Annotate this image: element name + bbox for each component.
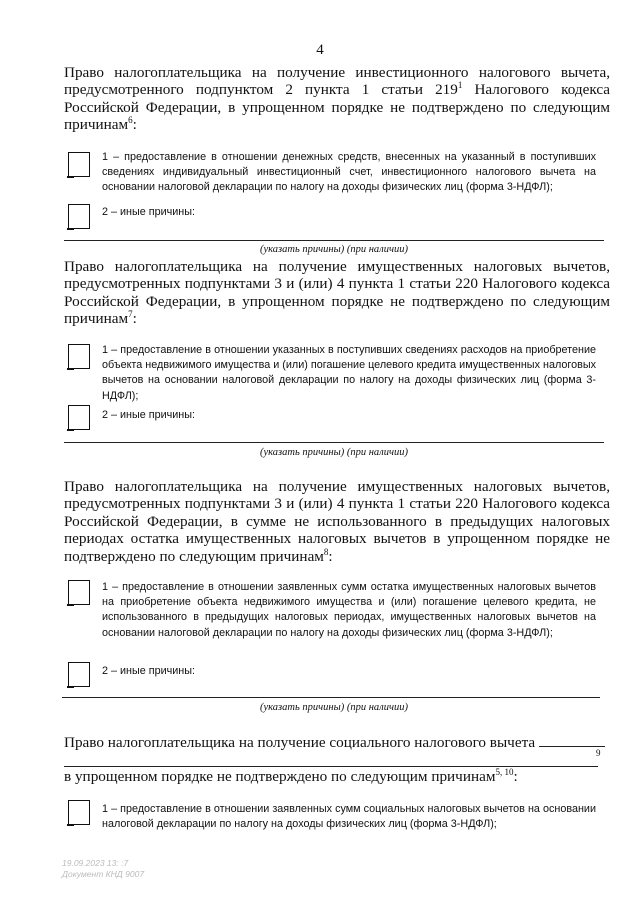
- print-stamp-line-1: 19.09.2023 13: :7: [62, 858, 129, 868]
- section-2-hint: (указать причины) (при наличии): [259, 447, 408, 458]
- print-stamp: [62, 858, 144, 880]
- section-2-option-2-checkbox[interactable]: [68, 405, 90, 430]
- section-4-footnote-9: 9: [596, 748, 601, 758]
- section-3-reason-line[interactable]: [62, 697, 600, 698]
- section-1-option-2-checkbox[interactable]: [68, 204, 90, 229]
- section-2-reason-line[interactable]: [64, 442, 604, 443]
- section-3-option-1-label: 1 – предоставление в отношении заявленных сумм остатка имущественных налоговых вычетов на приобретение объекта недвижимого имущества и (или) погашение целевого кредита, не использованного в предыдущих налоговых периодах, имущественных налоговых вычетов на основании налоговой декларации по налогу на доходы физических лиц (форма 3-НДФЛ);: [102, 581, 596, 639]
- section-2-option-1-label: 1 – предоставление в отношении указанных в поступивших сведениях расходов на приобретение объекта недвижимого имущества и (или) погашение целевого кредита имущественных налоговых вычетов на основании налоговой декларации по налогу на доходы физических лиц (форма 3-НДФЛ);: [102, 344, 596, 402]
- section-3-hint: (указать причины) (при наличии): [259, 702, 408, 713]
- page-number: 4: [316, 42, 324, 58]
- social-deduction-blank[interactable]: [539, 734, 605, 747]
- section-3-heading: Право налогоплательщика на получение имущественных налоговых вычетов, предусмотренных подпунктами 3 и (или) 4 пункта 1 статьи 220 Налогового кодекса Российской Федерации, в сумме не использованного в предыдущих налоговых периодах остатка имущественных налоговых вычетов в упрощенном порядке не подтверждено по следующим причинам$^8$:: [64, 478, 610, 565]
- section-2-option-2-label: 2 – иные причины:: [102, 409, 196, 421]
- section-4-continuation-line[interactable]: [64, 766, 598, 767]
- section-4-option-1-label: 1 – предоставление в отношении заявленных сумм социальных налоговых вычетов на основании налоговой декларации по налогу на доходы физических лиц (форма 3-НДФЛ);: [102, 803, 596, 831]
- print-stamp-line-2: Документ КНД 9007: [62, 869, 145, 879]
- section-1-reason-line[interactable]: [64, 240, 604, 241]
- section-1-heading: Право налогоплательщика на получение инвестиционного налогового вычета, предусмотренного подпунктом 2 пункта 1 статьи $219^1$ Налогового кодекса Российской Федерации, в упрощенном порядке не подтверждено по следующим причинам$^6$:: [64, 64, 610, 134]
- section-4-heading-line-2: в упрощенном порядке не подтверждено по следующим причинам$^{5, 10}$:: [64, 766, 518, 785]
- section-1-option-2-label: 2 – иные причины:: [102, 206, 196, 218]
- section-2-option-1-checkbox[interactable]: [68, 344, 90, 369]
- section-3-option-1-checkbox[interactable]: [68, 580, 90, 605]
- section-1-option-1-label: 1 – предоставление в отношении денежных средств, внесенных на указанный в поступивших сведениях индивидуальный инвестиционный счет, инвестиционного налогового вычета на основании налоговой декларации по налогу на доходы физических лиц (форма 3-НДФЛ);: [102, 151, 596, 194]
- section-3-option-2-label: 2 – иные причины:: [102, 665, 196, 677]
- section-1-hint: (указать причины) (при наличии): [259, 244, 408, 255]
- section-4-option-1-checkbox[interactable]: [68, 800, 90, 825]
- section-2-heading: Право налогоплательщика на получение имущественных налоговых вычетов, предусмотренных подпунктами 3 и (или) 4 пункта 1 статьи 220 Налогового кодекса Российской Федерации, в упрощенном порядке не подтверждено по следующим причинам$^7$:: [64, 258, 610, 328]
- section-1-option-1-checkbox[interactable]: [68, 152, 90, 177]
- section-3-option-2-checkbox[interactable]: [68, 662, 90, 687]
- section-4-heading-line-1: Право налогоплательщика на получение социального налогового вычета: [64, 734, 616, 751]
